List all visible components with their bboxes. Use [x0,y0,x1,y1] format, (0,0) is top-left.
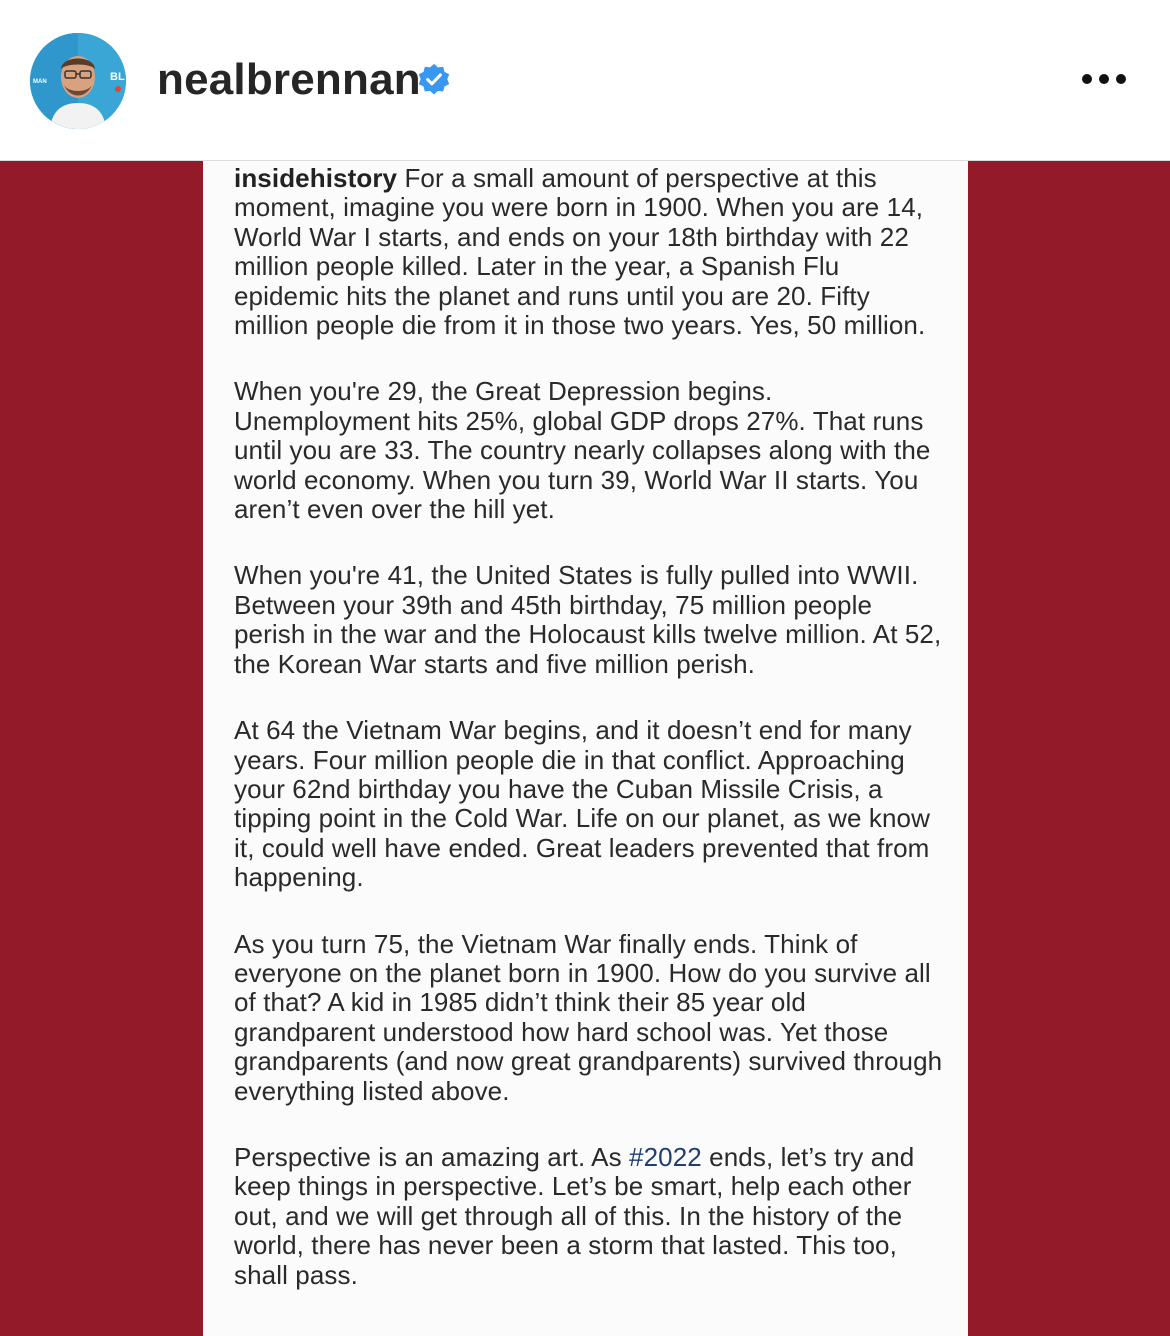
caption-paragraph-1 [234,164,949,340]
svg-text:MAN: MAN [33,79,47,85]
caption-p6-start: Perspective is an amazing art. As [234,1141,630,1172]
caption-paragraph-3: When you're 41, the United States is fully pulled into WWII. Between your 39th and 45th birthday, 75 million people perish in the war and the Holocaust kills twelve million. At 52, the Korean War starts and five million perish. [234,560,942,679]
caption-paragraph-5: As you turn 75, the Vietnam War finally ends. Think of everyone on the planet born in 1900. How do you survive all of that? A kid in 1985 didn’t think their 85 year old grandparent understood how hard school was. Yet those grandparents (and now great grandparents) survived through everything listed above. [234,928,943,1106]
caption-text [234,164,949,1327]
avatar[interactable] [30,33,126,129]
caption-paragraph-4: At 64 the Vietnam War begins, and it doesn’t end for many years. Four million people die in that conflict. Approaching your 62nd birthday you have the Cuban Missile Crisis, a tipping point in the Cold War. Life on our planet, as we know it, could well have ended. Great leaders prevented that from happening. [234,715,930,893]
hashtag-link[interactable]: #2022 [629,1141,702,1172]
verified-badge-icon [417,63,451,97]
caption-p6-end: ends, let’s try and keep things in perspective. Let’s be smart, help each other out, and we will get through all of this. In the history of the world, there has never been a storm that lasted. This too, shall pass. [234,1141,915,1290]
more-horizontal-icon [1099,74,1109,84]
caption-p1-text: For a small amount of perspective at this moment, imagine you were born in 1900. When you are 14, World War I starts, and ends on your 18th birthday with 22 million people killed. Later in the year, a Spanish Flu epidemic hits the planet and runs until you are 20. Fifty million people die from it in those two years. Yes, 50 million. [234,163,926,341]
post-header [0,0,1170,161]
username[interactable]: nealbrennan [157,55,421,104]
more-options-button[interactable] [1078,70,1130,92]
caption-paragraph-6 [234,1143,949,1290]
profile-photo [30,33,126,129]
svg-text:BL: BL [110,71,125,83]
post-image [0,161,1170,1336]
caption-handle[interactable]: insidehistory [234,163,398,193]
more-horizontal-icon [1116,74,1126,84]
more-horizontal-icon [1082,74,1092,84]
screenshot-panel [203,161,968,1336]
caption-paragraph-2: When you're 29, the Great Depression begins. Unemployment hits 25%, global GDP drops 27%. That runs until you are 33. The country nearly collapses along with the world economy. When you turn 39, World War II starts. You aren’t even over the hill yet. [234,376,931,525]
